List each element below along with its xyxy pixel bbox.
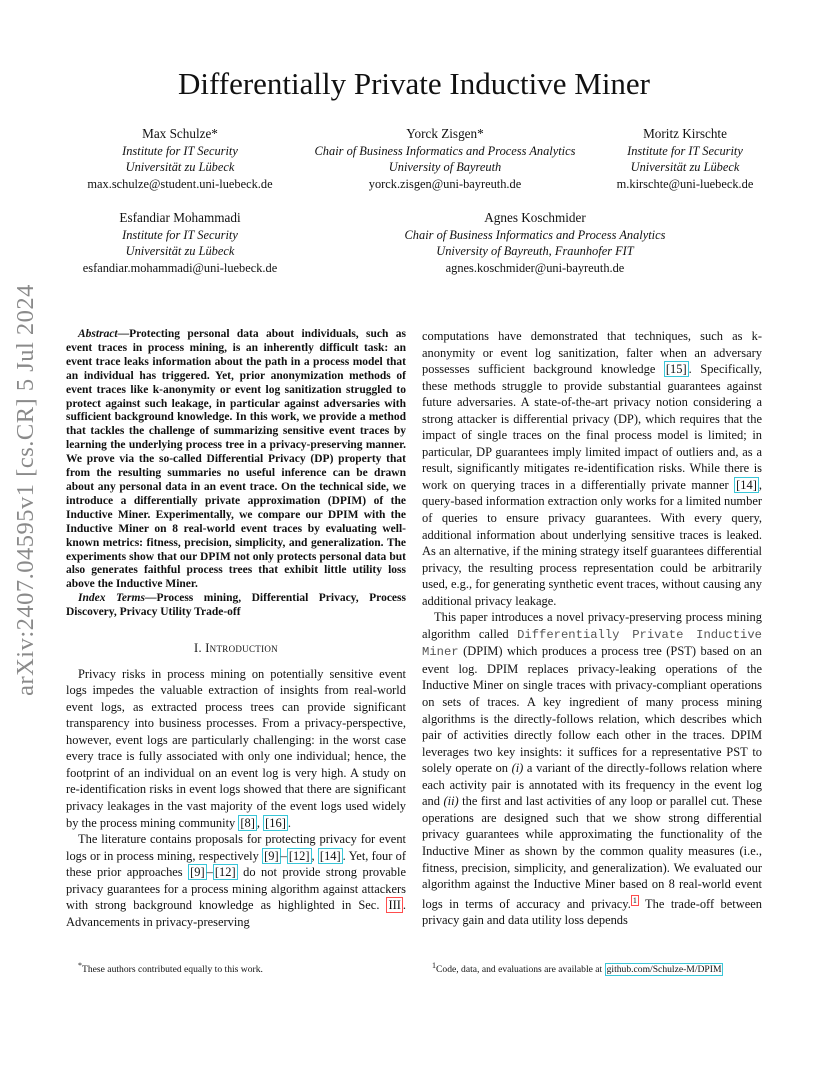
author-block [55,210,305,276]
paragraph-text: . Specifically, these methods struggle to provide substantial guarantees against future adversaries. A state-of-the-art privacy notion considering a strong attacker is differential privacy (DP), which requires that the impact of single traces on the final process model is limited; in particular, DP guarantees imply limited impact of outliers and, as a result, significantly mitigates re-identification risks. While there is work on querying traces in a differentially private manner [422,362,762,492]
author-name: Esfandiar Mohammadi [119,210,241,225]
footnote-link[interactable]: 1 [632,895,637,905]
paragraph-text: The literature contains proposals for protecting privacy for event logs or in process mining, respectively [66,832,406,863]
paragraph-text: . Yet, four of these prior approaches [66,848,406,880]
paragraph-text: do not provide strong provable privacy guarantees for a process mining algorithm against attackers with strong background knowledge as highlighted in Sec. [66,865,407,913]
paragraph-text: a variant of the directly-follows relation where each activity pair is annotated with its frequency in the event log and [422,761,763,809]
index-terms-label: Index Terms [78,592,145,605]
author-email[interactable]: agnes.koschmider@uni-bayreuth.de [445,260,625,275]
paragraph-text: , query-based information extraction only works for a limited number of queries to ensure privacy guarantees. With every query, additional information about underlying sensitive traces is leaked. As an alternative, if the mining strategy itself guarantees differential privacy, the resulting process representation could be arbitrarily used, e.g., for generating synthetic event traces, without causing any additional privacy leakage. [422,477,762,608]
abstract-label: Abstract [78,328,118,340]
paragraph-text: computations have demonstrated that techniques, such as k-anonymity or event log sanitization, falter when an adversary possesses sufficient background knowledge [422,329,762,377]
github-link[interactable]: github.com/Schulze-M/DPIM [606,964,722,976]
abstract-text: —Protecting personal data about individuals, such as event traces in process mining, is an inherently difficult task: an event trace leaks information about the path in a process model that an individual has triggered. Yet, prior anonymization methods of event traces like k-anonymity or event log sanitization struggled to protect against such leakage, in particular against adversaries with sufficient background knowledge. In this work, we provide a method that tackles the challenge of summarizing sensitive event traces by learning the underlying process tree in a privacy-preserving manner. We prove via the so-called Differential Privacy (DP) property that from the resulting summaries no useful inference can be drawn about any personal data in an event trace. On the technical side, we introduce a differentially private approximation (DPIM) of the Inductive Miner. Experimentally, we compare our DPIM with the Inductive Miner on 8 real-world event traces by evaluating well-known metrics: fitness, precision, simplicity, and generalization. The experiments show that our DPIM not only protects personal data but also generates faithful process trees that exhibit little utility loss above the Inductive Miner. [66,328,406,591]
paragraph-text: . Advancements in privacy-preserving [66,898,406,929]
footnote-mark: 1 [432,961,436,970]
author-affiliation: Chair of Business Informatics and Process Analytics [404,227,666,242]
author-affiliation: Universität zu Lübeck [125,244,235,259]
citation-link[interactable]: [14] [736,477,757,492]
author-affiliation: Universität zu Lübeck [630,160,740,175]
author-email[interactable]: m.kirschte@uni-luebeck.de [616,176,754,191]
arxiv-identifier-text: arXiv:2407.04595v1 [cs.CR] 5 Jul 2024 [12,284,39,696]
paper-title: Differentially Private Inductive Miner [177,66,651,101]
author-name: Moritz Kirschte [643,126,727,141]
citation-link[interactable]: [9] [190,865,205,880]
footnote-left [78,960,398,976]
author-affiliation: Institute for IT Security [122,143,238,158]
section-reference-link[interactable]: III [388,898,401,913]
section-title: Introduction [205,641,278,656]
author-affiliation: University of Bayreuth, Fraunhofer FIT [436,244,634,259]
citation-link[interactable]: [15] [665,362,687,377]
paragraph-text: . [287,815,291,830]
citation-link[interactable]: [12] [214,865,236,880]
index-terms [66,592,406,620]
author-name: Agnes Koschmider [484,210,586,225]
author-block [70,126,290,192]
footnote-right [432,960,772,976]
footnote-text: These authors contributed equally to this work. [82,964,263,976]
paragraph [66,831,406,930]
citation-link[interactable]: [14] [319,848,341,863]
paragraph-text: – [280,848,287,863]
section-number: I. [194,641,206,656]
abstract [66,328,406,592]
paragraph-text: Privacy risks in process mining on potentially sensitive event logs impedes the valuable extraction of insights from real-world event logs, as extracted process trees can provide significant transparency into business processes. From a privacy-perspective, however, event logs are particularly challenging: in the worst case every trace is fully associated with only one individual; hence, the footprint of an individual on an event log is very high. A study on re-identification risks in event logs showed that there are significant privacy leakages in the vast majority of the event logs used widely by the process mining community [66,666,406,830]
paragraph [422,609,762,929]
author-affiliation: Universität zu Lübeck [125,160,235,175]
author-affiliation: Institute for IT Security [627,143,743,158]
footnote-text: Code, data, and evaluations are available at [436,964,605,976]
citation-link[interactable]: [16] [265,815,286,830]
author-affiliation: Institute for IT Security [122,227,238,242]
author-block [290,126,600,192]
paragraph-text: , [311,848,318,863]
footnote-mark: * [78,961,82,970]
paragraph-text: , [256,815,264,830]
paragraph-text: The trade-off between privacy gain and data utility loss depends [422,896,762,928]
enumeration-mark: (i) [511,761,524,776]
author-affiliation: Chair of Business Informatics and Process Analytics [314,143,576,158]
author-block [600,126,770,192]
citation-link[interactable]: [9] [264,848,279,863]
arxiv-identifier [2,284,50,696]
author-name: Yorck Zisgen* [406,126,484,141]
paragraph-text: (DPIM) which produces a process tree (PST) based on an event log. DPIM replaces privacy-leaking operations of the Inductive Miner on single traces with privacy-compliant operations on sets of traces. A key ingredient of many process mining algorithms is the directly-follows relation, which describes which pair of activities directly follow each other in the traces. DPIM leverages two key insights: it suffices for a representative PST to solely operate on [422,644,762,776]
algorithm-name: Differentially Private Inductive Miner [422,627,762,660]
author-email[interactable]: yorck.zisgen@uni-bayreuth.de [368,176,522,191]
paragraph [66,666,406,831]
author-email[interactable]: esfandiar.mohammadi@uni-luebeck.de [82,260,278,275]
author-email[interactable]: max.schulze@student.uni-luebeck.de [87,176,273,191]
enumeration-mark: (ii) [443,794,459,809]
paragraph [422,328,762,609]
index-terms-text: —Process mining, Differential Privacy, Process Discovery, Privacy Utility Trade-off [66,592,406,619]
right-column [422,328,762,929]
left-column [66,328,406,930]
author-name: Max Schulze* [142,126,218,141]
paragraph-text: – [206,865,213,880]
citation-link[interactable]: [8] [240,815,255,830]
author-affiliation: University of Bayreuth [388,160,502,175]
paragraph-text: This paper introduces a novel privacy-preserving process mining algorithm called [422,610,762,641]
author-block [355,210,715,276]
citation-link[interactable]: [12] [288,848,310,863]
section-heading [66,640,406,657]
paragraph-text: the first and last activities of any loop or parallel cut. These operations are designed such that we show strong differential privacy guarantees while approximating the functionality of the Inductive Miner as shown by the common quality measures (i.e., fitness, precision, simplicity, and generalization). We evaluated our algorithm against the Inductive Miner based on 8 real-world event logs in terms of accuracy and privacy. [422,794,762,911]
